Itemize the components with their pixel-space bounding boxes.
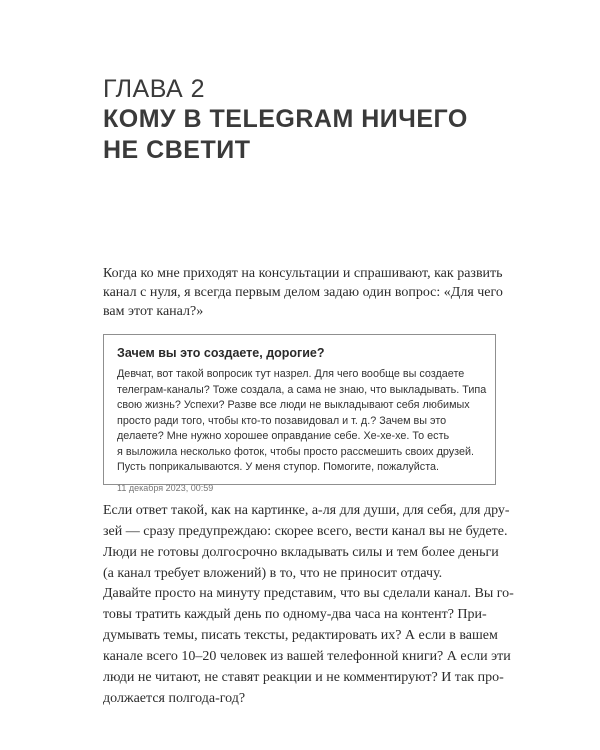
quoted-post-date: 11 декабря 2023, 00:59 bbox=[117, 482, 214, 493]
body-line: товы тратить каждый день по одному-два часа на контент? При- bbox=[103, 607, 487, 622]
body-line: люди не читают, не ставят реакции и не комментируют? И так про- bbox=[103, 670, 504, 685]
body-line: Люди не готовы долгосрочно вкладывать силы и тем более деньги bbox=[103, 545, 499, 560]
quoted-post-line: я выложила несколько фоток, чтобы просто рассмешить своих друзей. bbox=[117, 445, 475, 458]
body-paragraph-2 bbox=[103, 583, 514, 709]
chapter-title-line: НЕ СВЕТИТ bbox=[103, 136, 251, 164]
quoted-post-line: просто ради того, чтобы кто-то позавидовал и т. д.? Зачем вы это bbox=[117, 414, 447, 427]
quoted-post-body bbox=[117, 367, 487, 476]
quoted-post-title: Зачем вы это создаете, дорогие? bbox=[117, 346, 325, 360]
quoted-post-line: телеграм-каналы? Тоже создала, а сама не знаю, что выкладывать. Типа bbox=[117, 383, 487, 396]
chapter-label: ГЛАВА 2 bbox=[103, 75, 206, 103]
body-line: Давайте просто на минуту представим, что вы сделали канал. Вы го- bbox=[103, 586, 514, 601]
body-line: канале всего 10–20 человек из вашей телефонной книги? А если эти bbox=[103, 649, 511, 664]
body-line: зей — сразу предупреждаю: скорее всего, вести канал вы не будете. bbox=[103, 524, 508, 539]
quoted-post-line: Пусть поприкалываются. У меня ступор. Помогите, пожалуйста. bbox=[117, 461, 440, 473]
intro-paragraph bbox=[103, 264, 503, 321]
body-line: Если ответ такой, как на картинке, а-ля для души, для себя, для дру- bbox=[103, 503, 510, 518]
quoted-post-line: делаете? Мне нужно хорошее оправдание себе. Хе-хе-хе. То есть bbox=[117, 430, 450, 442]
chapter-title bbox=[103, 104, 503, 166]
body-line: думывать темы, писать тексты, редактировать их? А если в вашем bbox=[103, 628, 498, 643]
chapter-title-line: КОМУ В TELEGRAM НИЧЕГО bbox=[103, 105, 468, 133]
intro-line: Когда ко мне приходят на консультации и спрашивают, как развить bbox=[103, 266, 503, 281]
body-paragraph-1 bbox=[103, 500, 510, 584]
body-line: должается полгода-год? bbox=[103, 691, 246, 706]
intro-line: канал с нуля, я всегда первым делом задаю один вопрос: «Для чего bbox=[103, 285, 503, 300]
quoted-post-box bbox=[103, 334, 496, 493]
quoted-post-line: Девчат, вот такой вопросик тут назрел. Для чего вообще вы создаете bbox=[117, 368, 465, 380]
quoted-post-line: свою жизнь? Успехи? Разве все люди не выкладывают себя любимых bbox=[117, 399, 470, 411]
intro-line: вам этот канал?» bbox=[103, 304, 204, 319]
body-line: (а канал требует вложений) в то, что не приносит отдачу. bbox=[103, 566, 443, 581]
